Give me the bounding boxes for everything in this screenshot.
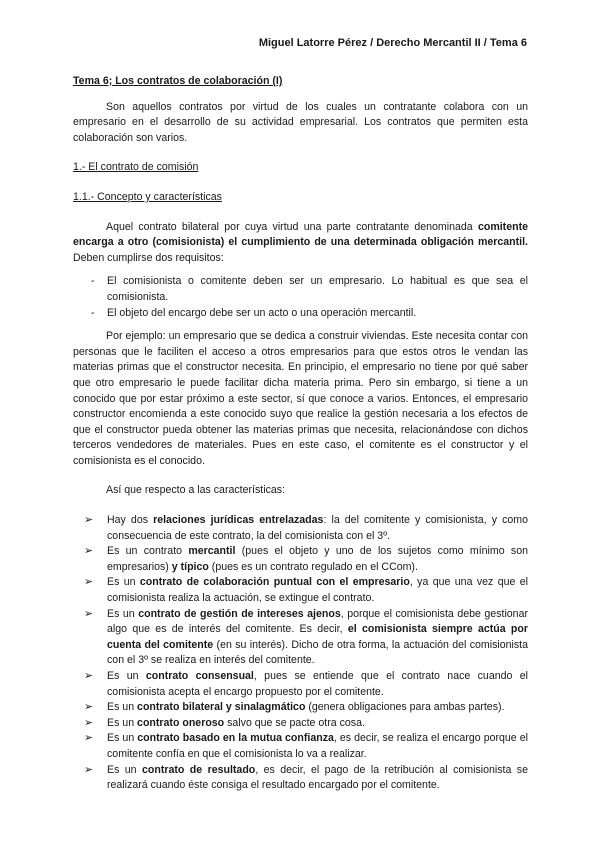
item-text: , pues se entiende que el contrato nace cuando el comisionista acepta el encargo propuesto por el comitente.: [107, 670, 528, 698]
item-text: Es un: [107, 716, 138, 729]
item-text: , ya que una vez que el comisionista realiza la actuación, se extingue el contrato.: [107, 576, 528, 605]
characteristic-item: [73, 544, 528, 575]
arrow-bullet-icon: ➢: [84, 576, 94, 589]
item-bold: contrato de colaboración puntual con el empresario: [139, 576, 410, 589]
item-text: Es un: [107, 576, 140, 589]
item-text: , es decir, se realiza el encargo porque el comitente confía en que el comisionista lo va a realizar.: [107, 732, 528, 760]
characteristics-list: [73, 513, 528, 794]
page-header: Miguel Latorre Pérez / Derecho Mercantil II / Tema 6: [258, 37, 527, 49]
item-text: (pues el objeto y uno de los sujetos como mínimo son empresarios): [107, 545, 528, 573]
example-paragraph: Por ejemplo: un empresario que se dedica a construir viviendas. Este necesita contar con personas que le faciliten el acceso a otros empresarios para que estos otros le vendan las materias primas que el constructor necesita. En principio, el empresario no tiene por qué saber que otro empresario le puede facilitar dicha materia prima. Pero sin embargo, si tiene a un conocido que por estar próximo a este sector, sí que conoce a varios. Entonces, el empresario constructor encomienda a este conocido suyo que realice la gestión necesaria a los efectos de que el constructor pueda obtener las materias primas que necesita, relacionándose con dichos terceros vendedores de materiales. Pues en este caso, el comitente es el constructor y el comisionista es el conocido.: [73, 330, 528, 467]
arrow-bullet-icon: ➢: [84, 701, 94, 714]
arrow-bullet-icon: ➢: [84, 763, 94, 776]
item-bold: contrato bilateral y sinalagmático: [137, 701, 306, 714]
item-text: Es un: [107, 670, 146, 682]
characteristic-item: [73, 716, 528, 732]
arrow-bullet-icon: ➢: [84, 716, 94, 729]
intro-paragraph: Son aquellos contratos por virtud de los cuales un contratante colabora con un empresario en el desarrollo de su actividad empresarial. Los contratos que permiten esta colaboración son varios.: [73, 100, 528, 144]
characteristic-item: [73, 575, 528, 606]
item-text: : la del comitente y comisionista, y como consecuencia de este contrato, la del comisionista con el 3º.: [107, 514, 528, 542]
definition-text-2: Deben cumplirse dos requisitos:: [73, 251, 224, 264]
item-text: Es un: [107, 732, 138, 745]
characteristic-item: [73, 731, 528, 762]
item-text: (genera obligaciones para ambas partes).: [305, 701, 505, 714]
document-body: [73, 74, 528, 794]
item-bold: el comisionista siempre actúa por cuenta del comitente: [107, 623, 528, 651]
item-text: (pues es un contrato regulado en el CCom).: [208, 560, 418, 573]
definition-paragraph: [73, 220, 528, 267]
definition-bold: comitente encarga a otro (comisionista) el cumplimiento de una determinada obligación mercantil.: [73, 220, 528, 249]
item-text: (en su interés). Dicho de otra forma, la actuación del comisionista con el 3º se realiza en interés del comitente.: [107, 638, 529, 667]
arrow-bullet-icon: ➢: [84, 732, 94, 745]
item-bold: contrato de resultado: [142, 763, 256, 776]
item-text: Es un: [107, 701, 138, 714]
arrow-bullet-icon: ➢: [84, 545, 94, 558]
requirements-list: [73, 274, 528, 321]
document-title: Tema 6; Los contratos de colaboración (I): [73, 75, 283, 87]
definition-text-1: Aquel contrato bilateral por cuya virtud una parte contratante denominada: [106, 220, 478, 233]
item-text: salvo que se pacte otra cosa.: [224, 716, 365, 729]
characteristics-intro: Así que respecto a las características:: [106, 484, 285, 497]
item-text: Es un: [107, 607, 139, 620]
requirement-item: - El objeto del encargo debe ser un acto o una operación mercantil.: [73, 306, 528, 322]
arrow-bullet-icon: ➢: [84, 514, 94, 527]
item-bold: relaciones jurídicas entrelazadas: [153, 514, 324, 527]
section-heading-1: 1.- El contrato de comisión: [73, 161, 199, 174]
item-text: , porque el comisionista debe gestionar algo que es de interés del comitente. Es decir,: [107, 607, 528, 636]
item-text: Es un: [107, 763, 142, 776]
characteristic-item: [73, 607, 528, 669]
item-bold: mercantil: [188, 545, 236, 558]
item-text: Es un contrato: [107, 545, 189, 558]
section-heading-1-1: 1.1.- Concepto y características: [73, 190, 222, 203]
item-bold: contrato consensual: [145, 670, 254, 682]
requirement-item: - El comisionista o comitente deben ser un empresario. Lo habitual es que sea el comisionista.: [73, 274, 528, 305]
characteristic-item: [73, 763, 528, 794]
item-text: Hay dos: [107, 514, 154, 527]
characteristic-item: [73, 700, 528, 716]
arrow-bullet-icon: ➢: [84, 670, 94, 682]
arrow-bullet-icon: ➢: [84, 607, 94, 620]
item-bold: contrato basado en la mutua confianza: [137, 732, 334, 745]
item-bold: y típico: [171, 560, 209, 573]
item-bold: contrato de gestión de intereses ajenos: [138, 607, 341, 620]
characteristic-item: [73, 513, 528, 544]
characteristic-item: [73, 669, 528, 700]
item-bold: contrato oneroso: [137, 716, 225, 729]
item-text: , es decir, el pago de la retribución al comisionista se realizará cuando éste consiga el resultado encargado por el comitente.: [107, 763, 528, 792]
